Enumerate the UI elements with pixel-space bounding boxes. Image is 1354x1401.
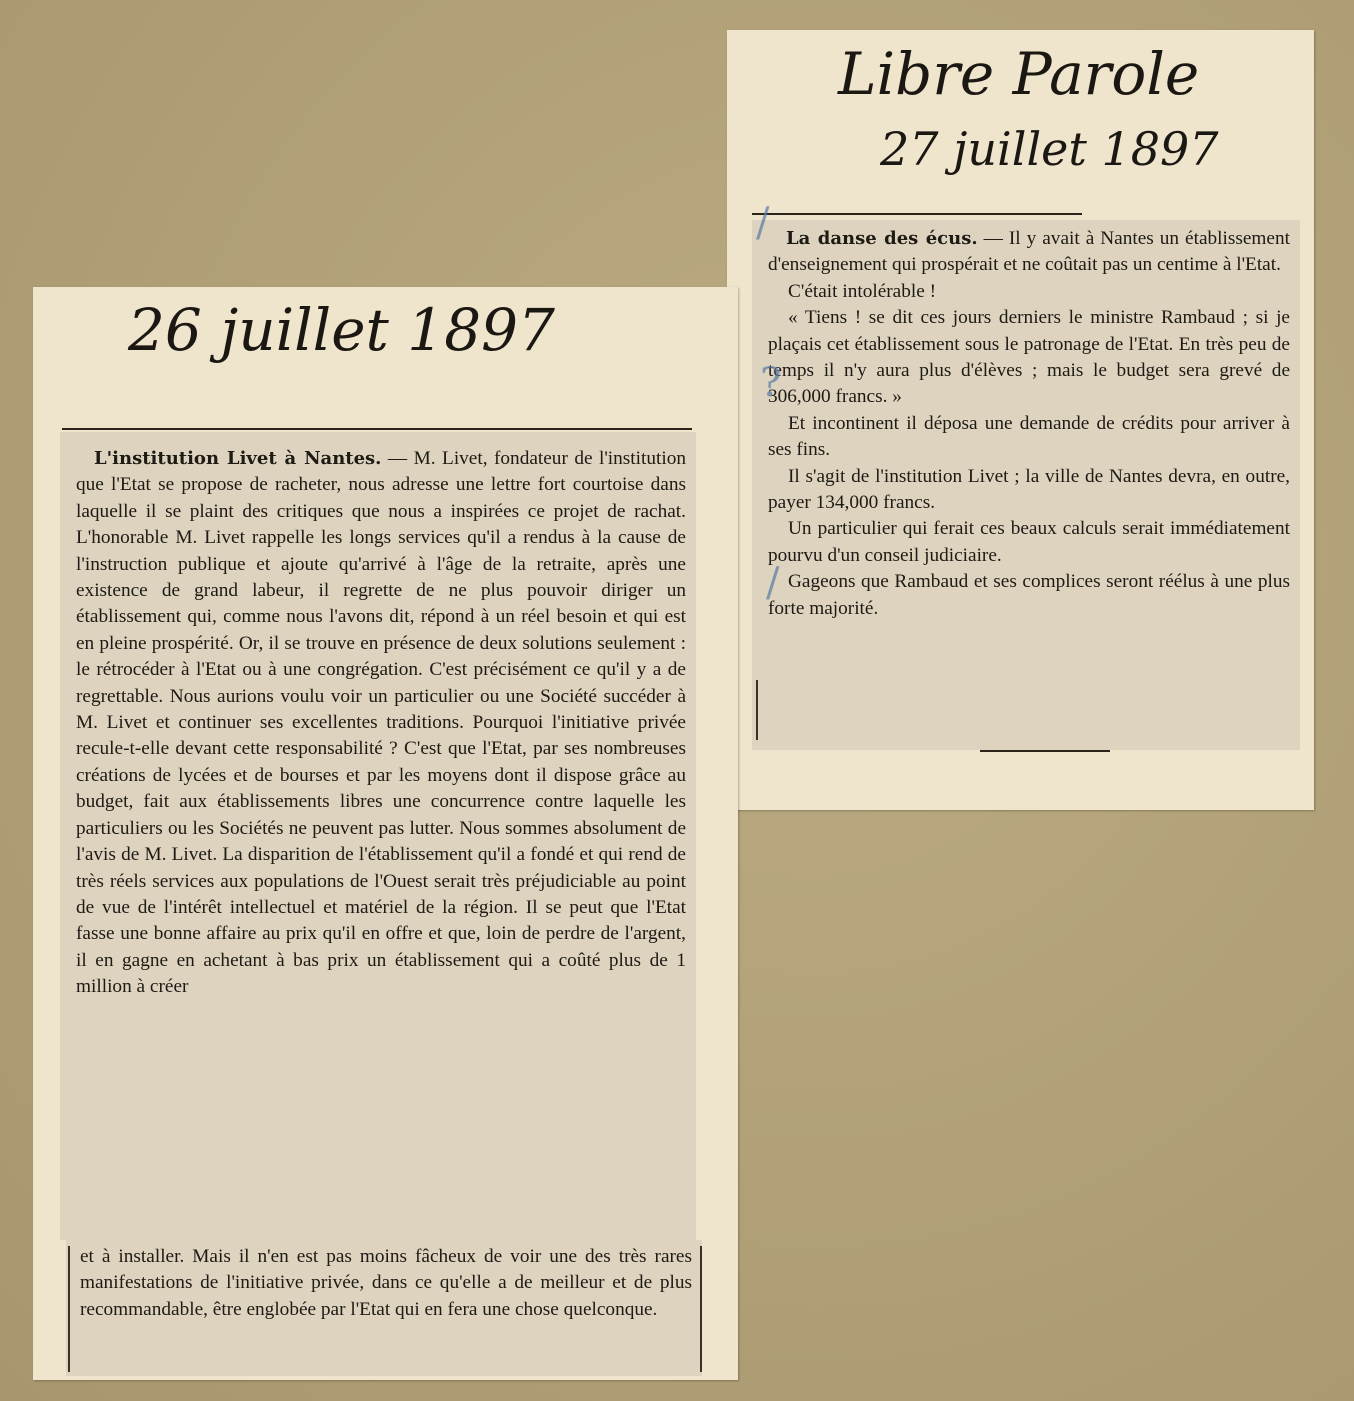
top-rule-right (752, 213, 1082, 215)
left-margin-line (68, 1246, 70, 1372)
right-paragraph-5: Il s'agit de l'institution Livet ; la ville de Nantes devra, en outre, payer 134,000 francs. (768, 465, 1290, 514)
right-paragraph-6: Un particulier qui ferait ces beaux calculs serait immédiatement pourvu d'un conseil judiciaire. (768, 518, 1290, 566)
left-headline: L'institution Livet à Nantes. (94, 448, 382, 469)
handwritten-date-right: 27 juillet 1897 (880, 122, 1219, 176)
blue-pencil-mark-3: / (766, 560, 780, 606)
left-paragraph (76, 446, 686, 1001)
bottom-rule-right (980, 750, 1110, 752)
left-clipping (60, 432, 696, 1240)
right-paragraph-2: C'était intolérable ! (788, 280, 937, 302)
right-paragraph-4: Et incontinent il déposa une demande de crédits pour arriver à ses fins. (768, 412, 1290, 461)
handwritten-source: Libre Parole (838, 40, 1200, 108)
handwritten-date-left: 26 juillet 1897 (128, 296, 555, 364)
blue-pencil-mark-1: / (756, 200, 770, 246)
right-paragraph-1 (768, 226, 1290, 279)
top-rule-left (62, 428, 692, 430)
right-clipping (752, 220, 1300, 750)
right-lead-text: — Il y avait à Nantes un établissement d'enseignement qui prospérait et ne coûtait pas un centime à l'Etat. (768, 228, 1290, 276)
right-paragraph-3: « Tiens ! se dit ces jours derniers le ministre Rambaud ; si je plaçais cet établissement sous le patronage de l'Etat. En très peu de temps il n'y aura plus d'élèves ; mais le budget sera grevé de 306,000 francs. » (768, 307, 1290, 408)
left-continuation-clipping (66, 1240, 702, 1376)
right-headline: La danse des écus. (786, 228, 978, 249)
blue-pencil-mark-2: ? (760, 360, 782, 406)
right-paragraph-7: Gageons que Rambaud et ses complices seront réélus à une plus forte majorité. (768, 571, 1290, 619)
right-margin-line (756, 680, 758, 740)
right-cut-line (700, 1246, 702, 1372)
left-continuation-text: et à installer. Mais il n'en est pas moins fâcheux de voir une des très rares manifestations de l'initiative privée, dans ce qu'elle a de meilleur et de plus recommandable, être englobée par l'Etat qui en fera une chose quelconque. (80, 1246, 692, 1320)
left-body-text: — M. Livet, fondateur de l'institution que l'Etat se propose de racheter, nous adresse une lettre fort courtoise dans laquelle il se plaint des critiques que nous a inspirées ce projet de rachat. L'honorable M. Livet rappelle les longs services qu'il a rendus à la cause de l'instruction publique et ajoute qu'arrivé à l'âge de la retraite, après une existence de grand labeur, il regrette de ne plus pouvoir diriger un établissement qui, comme nous l'avons dit, répond à un réel besoin et qui est en pleine prospérité. Or, il se trouve en présence de deux solutions seulement : le rétrocéder à l'Etat ou à une congrégation. C'est précisément ce qu'il y a de regrettable. Nous aurions voulu voir un particulier ou une Société succéder à M. Livet et continuer ses excellentes traditions. Pourquoi l'initiative privée recule-t-elle devant cette responsabilité ? C'est que l'Etat, par ses nombreuses créations de lycées et de bourses et par les moyens dont il dispose grâce au budget, fait aux établissements libres une concurrence contre laquelle les particuliers ou les Sociétés ne peuvent pas lutter. Nous sommes absolument de l'avis de M. Livet. La disparition de l'établissement qu'il a fondé et qui rend de très réels services aux populations de l'Ouest serait très préjudiciable au point de vue de l'intérêt intellectuel et matériel de la région. Il se peut que l'Etat fasse une bonne affaire au prix qu'il en offre et que, loin de perdre de l'argent, il en gagne en achetant à bas prix un établissement qui a coûté plus de 1 million à créer (76, 448, 686, 998)
